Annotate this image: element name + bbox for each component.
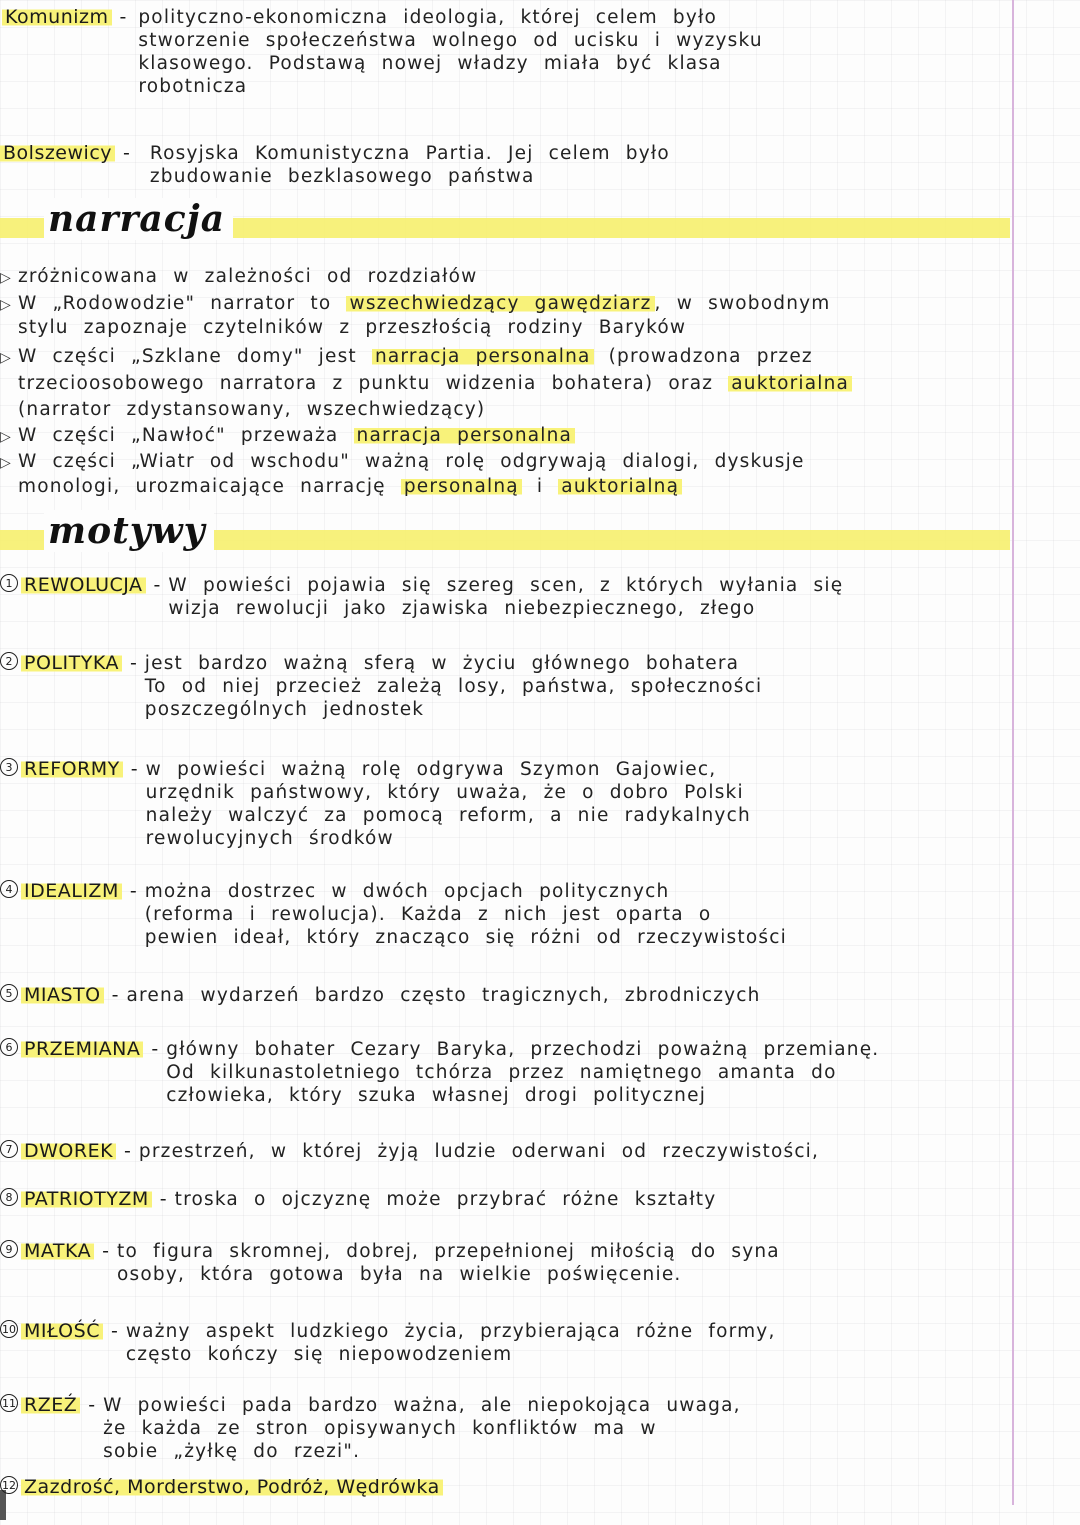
description-line: poszczególnych jednostek	[144, 699, 425, 720]
bullet-arrow-icon: ▷	[0, 455, 12, 471]
description-line: główny bohater Cezary Baryka, przechodzi poważną przemianę.	[166, 1039, 880, 1060]
motyw-description	[139, 1140, 819, 1163]
description-line: przestrzeń, w której żyją ludzie oderwani od rzeczywistości,	[138, 1141, 820, 1162]
dash: -	[159, 1188, 167, 1210]
motyw-item	[0, 1140, 819, 1163]
text-segment: W części „Wiatr od wschodu" ważną rolę odgrywają dialogi, dyskusje	[17, 451, 805, 472]
description-line: arena wydarzeń bardzo często tragicznych, zbrodniczych	[126, 985, 761, 1006]
motyw-term: REWOLUCJA	[21, 574, 146, 596]
description-line: to figura skromnej, dobrej, przepełnionej miłością do syna	[117, 1241, 780, 1262]
definition-line: klasowego. Podstawą nowej władzy miała być klasa	[138, 53, 722, 74]
motyw-term: MATKA	[21, 1240, 94, 1262]
narracja-line	[0, 424, 575, 449]
dash: -	[88, 1394, 96, 1416]
description-line: że każda ze stron opisywanych konfliktów ma w	[103, 1418, 657, 1439]
dash: -	[153, 574, 161, 596]
description-line: urzędnik państwowy, który uważa, że o dobro Polski	[145, 782, 744, 803]
dash: -	[110, 1320, 118, 1342]
description-line: często kończy się niepowodzeniem	[125, 1344, 513, 1365]
text-segment: monologi, urozmaicające narrację	[18, 476, 401, 497]
section-heading-narracja	[0, 198, 1010, 240]
definition-line: stworzenie społeczeństwa wolnego od ucisku i wyzysku	[138, 30, 763, 51]
circled-number: 11	[0, 1394, 18, 1412]
bullet-arrow-icon: ▷	[0, 350, 12, 366]
circled-number: 8	[0, 1188, 18, 1206]
definition-line: polityczno-ekonomiczna ideologia, której celem było	[138, 7, 717, 28]
narracja-line	[18, 316, 686, 339]
narracja-line	[18, 372, 852, 395]
description-line: należy walczyć za pomocą reform, a nie radykalnych	[145, 805, 751, 826]
dash: -	[111, 984, 119, 1006]
text-segment: trzecioosobowego narratora z punktu widzenia bohatera) oraz	[18, 373, 729, 394]
circled-number: 2	[0, 652, 18, 670]
description-line: pewien ideał, który znacząco się różni od rzeczywistości	[144, 927, 787, 948]
motyw-term: MIŁOŚĆ	[21, 1320, 103, 1342]
description-line: można dostrzec w dwóch opcjach politycznych	[144, 881, 670, 902]
description-line: Od kilkunastoletniego tchórza przez namiętnego amanta do	[166, 1062, 837, 1083]
dash: -	[102, 1240, 110, 1262]
motyw-description	[166, 1038, 879, 1107]
highlighted-text: auktorialna	[728, 373, 852, 394]
definition-text	[150, 142, 670, 188]
motyw-item	[0, 984, 761, 1007]
motyw-description	[126, 1320, 776, 1366]
description-line: ważny aspekt ludzkiego życia, przybierająca różne formy,	[125, 1321, 776, 1342]
dash: -	[119, 6, 127, 28]
text-segment: (prowadzona przez	[593, 346, 813, 367]
term-label: Bolszewicy	[0, 142, 115, 164]
motyw-term: DWOREK	[21, 1140, 116, 1162]
text-segment: W części „Szklane domy" jest	[17, 346, 372, 367]
dash: -	[151, 1038, 159, 1060]
circled-number: 1	[0, 574, 18, 592]
narracja-line	[0, 292, 831, 317]
circled-number: 9	[0, 1240, 18, 1258]
motyw-description	[126, 984, 760, 1007]
motyw-description	[146, 758, 751, 850]
motyw-term: MIASTO	[21, 984, 104, 1006]
section-heading-motywy	[0, 510, 1010, 552]
description-line: w powieści ważną rolę odgrywa Szymon Gajowiec,	[145, 759, 717, 780]
motyw-item	[0, 1038, 879, 1107]
highlighted-text: wszechwiedzący gawędziarz	[346, 293, 654, 314]
dash: -	[129, 652, 137, 674]
circled-number: 12	[0, 1476, 18, 1494]
term-label: Komunizm	[2, 6, 112, 28]
motyw-description	[168, 574, 843, 620]
description-line: troska o ojczyznę może przybrać różne kształty	[174, 1189, 717, 1210]
circled-number: 10	[0, 1320, 18, 1338]
heading-title: motywy	[44, 510, 214, 552]
bullet-arrow-icon: ▷	[0, 429, 12, 445]
motyw-item	[0, 1476, 443, 1498]
motyw-term: PRZEMIANA	[21, 1038, 143, 1060]
description-line: osoby, która gotowa była na wielkie poświęcenie.	[117, 1264, 682, 1285]
motyw-term: POLITYKA	[21, 652, 122, 674]
highlighted-text: narracja personalna	[354, 425, 576, 446]
motyw-item	[0, 1394, 741, 1463]
bullet-arrow-icon: ▷	[0, 270, 12, 286]
narracja-line	[0, 265, 477, 290]
description-line: (reforma i rewolucja). Każda z nich jest oparta o	[144, 904, 712, 925]
motyw-item	[0, 574, 843, 620]
highlighted-text: narracja personalna	[372, 346, 594, 367]
definition-line: robotnicza	[138, 76, 248, 97]
motyw-item	[0, 758, 751, 850]
motyw-term: PATRIOTYZM	[21, 1188, 152, 1210]
definition-bolszewicy	[0, 142, 670, 188]
text-segment: , w swobodnym	[654, 293, 831, 314]
narracja-line	[0, 345, 813, 370]
description-line: sobie „żyłkę do rzezi".	[103, 1441, 361, 1462]
motyw-description	[103, 1394, 741, 1463]
text-segment: i	[521, 476, 559, 497]
motyw-item	[0, 1188, 716, 1211]
motyw-description	[117, 1240, 780, 1286]
dash: -	[123, 142, 130, 164]
description-line: W powieści pojawia się szereg scen, z których wyłania się	[168, 575, 844, 596]
dash: -	[124, 1140, 131, 1162]
motyw-item	[0, 880, 787, 949]
dash: -	[129, 880, 137, 902]
description-line: To od niej przecież zależą losy, państwa, społeczności	[144, 676, 763, 697]
circled-number: 5	[0, 984, 18, 1002]
circled-number: 7	[0, 1140, 18, 1158]
motyw-item	[0, 1240, 780, 1286]
circled-number: 3	[0, 758, 18, 776]
text-segment: W „Rodowodzie" narrator to	[17, 293, 347, 314]
motyw-term: IDEALIZM	[21, 880, 122, 902]
definition-komunizm	[2, 6, 763, 98]
definition-line: zbudowanie bezklasowego państwa	[149, 166, 535, 187]
margin-line	[1012, 0, 1014, 1505]
text-segment: (narrator zdystansowany, wszechwiedzący)	[18, 399, 486, 420]
description-line: wizja rewolucji jako zjawiska niebezpiecznego, złego	[168, 598, 756, 619]
narracja-line	[18, 475, 682, 498]
description-line: człowieka, który szuka własnej drogi politycznej	[166, 1085, 707, 1106]
text-segment: stylu zapoznaje czytelników z przeszłością rodziny Baryków	[18, 317, 687, 338]
description-line: rewolucyjnych środków	[145, 828, 394, 849]
highlighted-text: personalną	[401, 476, 522, 497]
motyw-term: Zazdrość, Morderstwo, Podróż, Wędrówka	[21, 1476, 443, 1498]
motyw-description	[145, 652, 763, 721]
definition-text	[138, 6, 762, 98]
text-segment: zróżnicowana w zależności od rozdziałów	[17, 266, 478, 287]
text-segment: W części „Nawłoć" przeważa	[17, 425, 354, 446]
motyw-item	[0, 652, 762, 721]
motyw-term: REFORMY	[21, 758, 123, 780]
highlighted-text: auktorialną	[558, 476, 682, 497]
dash: -	[130, 758, 138, 780]
description-line: jest bardzo ważną sferą w życiu głównego bohatera	[144, 653, 740, 674]
bullet-arrow-icon: ▷	[0, 297, 12, 313]
motyw-description	[145, 880, 787, 949]
motyw-term: RZEŹ	[21, 1394, 80, 1416]
circled-number: 6	[0, 1038, 18, 1056]
heading-title: narracja	[44, 198, 233, 240]
motyw-description	[175, 1188, 717, 1211]
motyw-item	[0, 1320, 776, 1366]
definition-line: Rosyjska Komunistyczna Partia. Jej celem było	[149, 143, 670, 164]
circled-number: 4	[0, 880, 18, 898]
narracja-line	[18, 398, 485, 421]
description-line: W powieści pada bardzo ważna, ale niepokojąca uwaga,	[103, 1395, 741, 1416]
narracja-line	[0, 450, 805, 475]
